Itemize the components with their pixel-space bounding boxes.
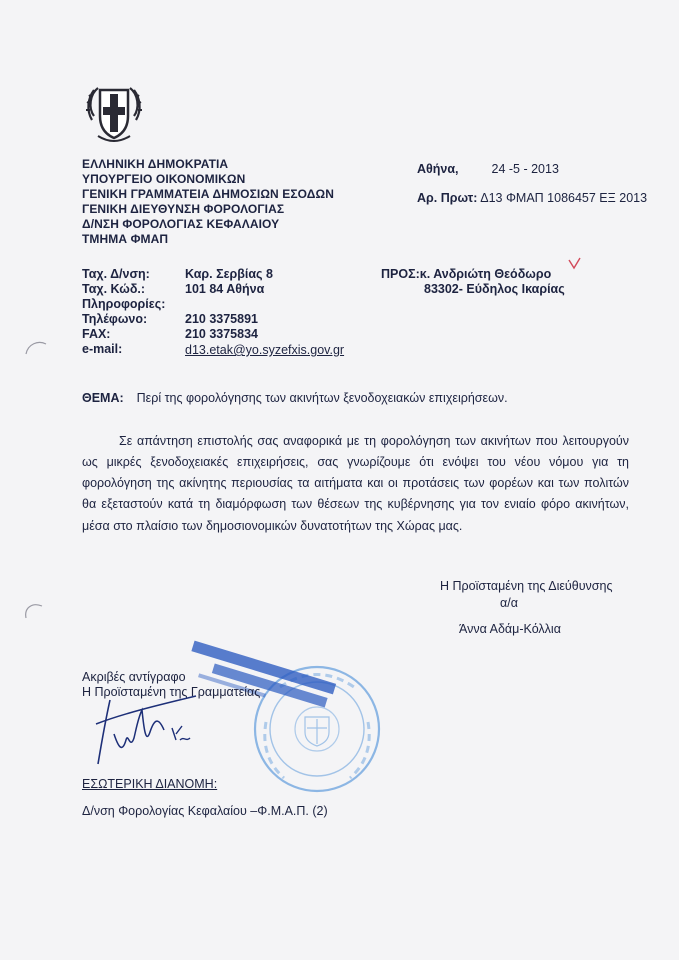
header-line-1: ΕΛΛΗΝΙΚΗ ΔΗΜΟΚΡΑΤΙΑ [82, 157, 229, 171]
protocol-label: Αρ. Πρωτ: [417, 191, 478, 205]
body-line-3 [82, 473, 629, 494]
body-line-2 [82, 452, 629, 473]
distribution-heading: ΕΣΩΤΕΡΙΚΗ ΔΙΑΝΟΜΗ: [82, 777, 218, 791]
contact-label-postcode: Ταχ. Κώδ.: [82, 282, 146, 296]
body-text-line-4: θα εξεταστούν κατά τη διαμόρφωση των θέσεων της κυβέρνησης για τον ενιαίο φόρο ακινήτων, [82, 497, 629, 511]
punch-hole-mark-icon [22, 600, 46, 622]
header-line-3: ΓΕΝΙΚΗ ΓΡΑΜΜΑΤΕΙΑ ΔΗΜΟΣΙΩΝ ΕΣΟΔΩΝ [82, 187, 334, 201]
protocol-line [417, 191, 647, 205]
contact-value-postcode: 101 84 Αθήνα [185, 282, 265, 296]
signature-title: Η Προϊσταμένη της Διεύθυνσης [440, 579, 613, 593]
contact-label-fax: FAX: [82, 327, 111, 341]
contact-value-address: Καρ. Σερβίας 8 [185, 267, 273, 281]
header-line-5: Δ/ΝΣΗ ΦΟΡΟΛΟΓΙΑΣ ΚΕΦΑΛΑΙΟΥ [82, 217, 280, 231]
contact-label-phone: Τηλέφωνο: [82, 312, 148, 326]
contact-email-link[interactable]: d13.etak@yo.syzefxis.gov.gr [185, 343, 345, 357]
red-check-mark-icon [567, 257, 583, 271]
contact-label-email: e-mail: [82, 342, 123, 356]
recipient-line-1: ΠΡΟΣ:κ. Ανδριώτη Θεόδωρο [381, 267, 552, 281]
place-label: Αθήνα, [417, 162, 459, 176]
signature-name: Άννα Αδάμ-Κόλλια [459, 622, 561, 636]
contact-label-address: Ταχ. Δ/νση: [82, 267, 150, 281]
contact-label-info: Πληροφορίες: [82, 297, 166, 311]
distribution-item: Δ/νση Φορολογίας Κεφαλαίου –Φ.Μ.Α.Π. (2) [82, 804, 328, 818]
letter-date: 24 -5 - 2013 [491, 162, 559, 176]
subject-text: Περί της φορολόγησης των ακινήτων ξενοδοχειακών επιχειρήσεων. [136, 391, 508, 405]
body-text-line-2: ως μικρές ξενοδοχειακές επιχειρήσεις, σας γνωρίζουμε ότι ενόψει του νέου νόμου για τη [82, 455, 629, 469]
contact-value-fax: 210 3375834 [185, 327, 258, 341]
header-line-6: ΤΜΗΜΑ ΦΜΑΠ [82, 232, 169, 246]
signature-on-behalf: α/α [500, 596, 518, 610]
punch-hole-mark-icon [24, 338, 48, 358]
subject-line [82, 391, 508, 405]
contact-value-phone: 210 3375891 [185, 312, 258, 326]
recipient-line-2: 83302- Εύδηλος Ικαρίας [424, 282, 565, 296]
handwritten-signature-icon [92, 690, 232, 770]
certified-copy-line-2: Η Προϊσταμένη της Γραμματείας [82, 685, 261, 699]
body-line-4 [82, 494, 629, 515]
greek-coat-of-arms-icon [84, 80, 144, 144]
date-line [417, 162, 559, 176]
body-line-1 [119, 431, 629, 452]
body-line-5: μέσα στο πλαίσιο των δημοσιονομικών δυνατοτήτων της Χώρας μας. [82, 519, 463, 533]
header-line-4: ΓΕΝΙΚΗ ΔΙΕΥΘΥΝΣΗ ΦΟΡΟΛΟΓΙΑΣ [82, 202, 285, 216]
subject-label: ΘΕΜΑ: [82, 391, 124, 405]
body-text-line-3: φορολόγηση της ακίνητης περιουσίας τα αιτήματα και οι προτάσεις των φορέων και των πολιτών [82, 476, 629, 490]
protocol-number: Δ13 ΦΜΑΠ 1086457 ΕΞ 2013 [480, 191, 648, 205]
header-line-2: ΥΠΟΥΡΓΕΙΟ ΟΙΚΟΝΟΜΙΚΩΝ [82, 172, 246, 186]
certified-copy-line-1: Ακριβές αντίγραφο [82, 670, 186, 684]
body-text-line-1: Σε απάντηση επιστολής σας αναφορικά με τη φορολόγηση των ακινήτων που λειτουργούν [119, 434, 629, 448]
